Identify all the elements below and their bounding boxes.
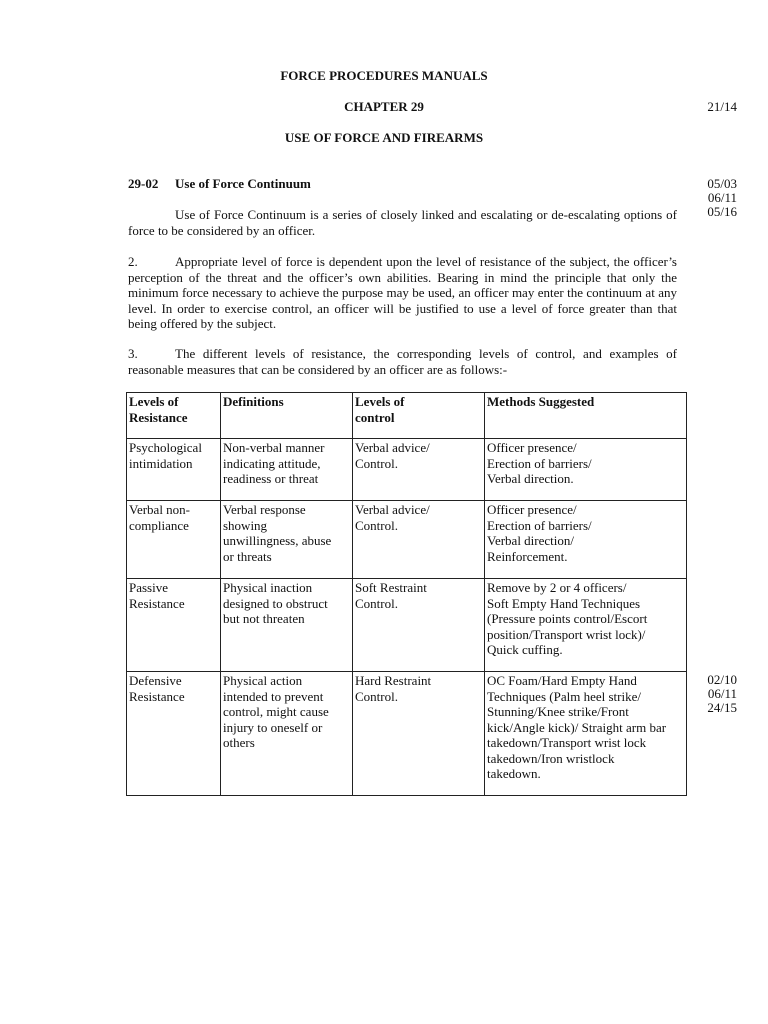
table-cell: Physical action intended to prevent control, might cause injury to oneself or others bbox=[221, 672, 353, 796]
table-row bbox=[127, 579, 687, 672]
header-cell: Levels of control bbox=[353, 393, 485, 439]
table-cell: Physical inaction designed to obstruct but not threaten bbox=[221, 579, 353, 672]
manual-title: FORCE PROCEDURES MANUALS bbox=[280, 68, 488, 83]
table-cell: Officer presence/ Erection of barriers/ Verbal direction/ Reinforcement. bbox=[485, 501, 687, 579]
table-cell: Officer presence/ Erection of barriers/ Verbal direction. bbox=[485, 439, 687, 501]
row-ref: 02/10 bbox=[707, 672, 737, 687]
table-cell: OC Foam/Hard Empty Hand Techniques (Palm heel strike/ Stunning/Knee strike/Front kick/Angle kick)/ Straight arm bar takedown/Transport wrist lock takedown/Iron wristlock takedown. bbox=[485, 672, 687, 796]
table-cell: Remove by 2 or 4 officers/ Soft Empty Hand Techniques (Pressure points control/Escort position/Transport wrist lock)/ Quick cuffing. bbox=[485, 579, 687, 672]
header-cell: Levels of Resistance bbox=[127, 393, 221, 439]
force-continuum-table bbox=[126, 392, 687, 796]
paragraph-number: 3. bbox=[128, 346, 138, 361]
table-cell: Defensive Resistance bbox=[127, 672, 221, 796]
chapter-reference bbox=[707, 100, 737, 114]
header-cell: Methods Suggested bbox=[485, 393, 687, 439]
table-cell: Hard Restraint Control. bbox=[353, 672, 485, 796]
paragraph-2 bbox=[128, 254, 677, 332]
table-row bbox=[127, 501, 687, 579]
subject-heading: USE OF FORCE AND FIREARMS bbox=[284, 130, 484, 145]
row-ref: 24/15 bbox=[707, 700, 737, 715]
chapter-heading: CHAPTER 29 bbox=[344, 99, 424, 114]
paragraph-3 bbox=[128, 346, 677, 377]
chapter-ref-code: 21/14 bbox=[707, 99, 737, 114]
table-header-row bbox=[127, 393, 687, 439]
section-ref: 06/11 bbox=[707, 190, 737, 205]
section-references bbox=[707, 177, 737, 219]
table-cell: Verbal response showing unwillingness, abuse or threats bbox=[221, 501, 353, 579]
table-cell: Verbal non- compliance bbox=[127, 501, 221, 579]
header-cell: Definitions bbox=[221, 393, 353, 439]
paragraph-1: Use of Force Continuum is a series of closely linked and escalating or de-escalating options of force to be considered by an officer. bbox=[128, 207, 677, 238]
section-ref: 05/16 bbox=[707, 204, 737, 219]
row-references bbox=[707, 673, 737, 715]
paragraph-text: The different levels of resistance, the corresponding levels of control, and examples of reasonable measures that can be considered by an officer are as follows:- bbox=[128, 346, 677, 377]
table-row bbox=[127, 672, 687, 796]
table-cell: Verbal advice/ Control. bbox=[353, 501, 485, 579]
table-cell: Passive Resistance bbox=[127, 579, 221, 672]
section-ref: 05/03 bbox=[707, 176, 737, 191]
section-heading bbox=[128, 176, 311, 192]
table-cell: Non-verbal manner indicating attitude, readiness or threat bbox=[221, 439, 353, 501]
table-cell: Soft Restraint Control. bbox=[353, 579, 485, 672]
paragraph-number: 2. bbox=[128, 254, 138, 269]
section-number: 29-02 bbox=[128, 176, 159, 191]
paragraph-text: Appropriate level of force is dependent upon the level of resistance of the subject, the officer’s perception of the threat and the officer’s own abilities. Bearing in mind the principle that only the minimum force necessary to achieve the purpose may be used, an officer may enter the continuum at any level. In order to exercise control, an officer will be justified to use a level of force greater than that being offered by the subject. bbox=[128, 254, 677, 331]
row-ref: 06/11 bbox=[707, 686, 737, 701]
table-cell: Verbal advice/ Control. bbox=[353, 439, 485, 501]
table-row bbox=[127, 439, 687, 501]
table-cell: Psychological intimidation bbox=[127, 439, 221, 501]
section-title: Use of Force Continuum bbox=[175, 176, 311, 191]
